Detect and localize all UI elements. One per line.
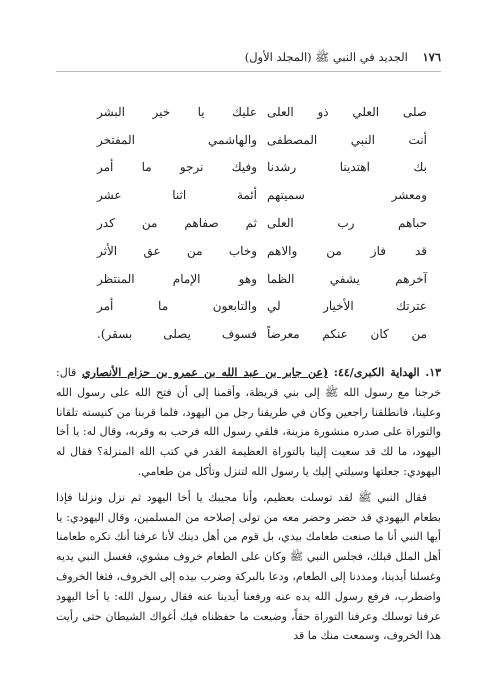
hadith-text [56, 363, 441, 646]
hadith-lead: قال: خرجنا مع [56, 366, 441, 399]
verse-second-hemistich: والهاشمي المفتخر [97, 132, 257, 147]
verse-second-hemistich: أئمة اثنا عشر [97, 188, 257, 203]
verse-second-hemistich: وخاب من عق الأثر [97, 243, 257, 258]
verse-first-hemistich: من كان عنكم معرضاً [267, 327, 427, 342]
verse-first-hemistich: حباهم رب العلى [267, 216, 427, 231]
verse-second-hemistich: وهو الإمام المنتظر [97, 271, 257, 286]
page-number: ١٧٦ [422, 50, 441, 64]
verse-first-hemistich: أنت النبي المصطفى [267, 132, 427, 147]
hadith-paragraph-1: رسول الله ﷺ إلى بني قريظة، وأقمنا إلى أن فتح الله على رسول الله وعلينا، فانطلقنا راجعين وكان في طريقنا رجل من اليهود، فلما قربنا من كنيسته تلقانا والتوراة على صدره منشورة مزينة، فلقي رسول الله فرحب به وقربه، وقال له: يا أخا اليهود، ما لك قد سعيت إلينا بالتوراة العظيمة القدر في كتب الله المنزلة؟ فقال له اليهودي: جعلتها وسيلتي إليك يا رسول الله لتنزل وتأكل من طعامي. [56, 385, 441, 478]
verse-second-hemistich: عليك يا خير البشر [97, 104, 257, 119]
page-header [56, 50, 441, 72]
verse [97, 154, 427, 182]
verse-second-hemistich: ثم صفاهم من كدر [97, 216, 257, 231]
hadith-paragraph-2: فقال النبي ﷺ لقد توسلت بعظيم، وأنا مجيبك يا أخا اليهود ثم نزل ونزلنا فإذا بطعام اليهودي قد حضر وحضر معه من تولى إصلاحه من المسلمين، وقال اليهودي: يا أيها النبي أنا ما صنعت طعامك بيدي، بل قوم من أهل دينك لأنا عرفنا أنك تكره طعامنا أهل الملل قبلك، فجلس النبي ﷺ وكان على الطعام خروف مشوي، فغسل النبي يديه وغسلنا أيدينا، ومددنا إلى الطعام، ودعا بالبركة وضرب بيده إلى الخروف، فثغا الخروف واضطرب، فرفع رسول الله يده عنه ورفعنا أيدينا عنه فقال رسول الله: يا أخا اليهود عرفنا توسلك وعرفنا التوراة حقاً، وضيعت ما حفظناه فيك أغواك الشيطان حتى رأيت هذا الخروف، وسمعت منك ما قد [56, 490, 441, 643]
verse-first-hemistich: عترتك الأخيار لي [267, 299, 427, 314]
verse [97, 293, 427, 321]
poem [97, 98, 427, 348]
verse [97, 98, 427, 126]
hadith-source: الهداية الكبرى/٤٤: [333, 366, 420, 379]
book-title: الجديد في النبي ﷺ (المجلد الأول) [244, 50, 408, 64]
verse-first-hemistich: آخرهم يشفي الظما [267, 271, 427, 286]
verse [97, 237, 427, 265]
hadith-number: ١٣. [425, 366, 442, 379]
verse-first-hemistich: بك اهتدينا رشدنا [267, 160, 427, 175]
verse-first-hemistich: قد فاز من والاهم [267, 243, 427, 258]
verse-first-hemistich: ومعشر سميتهم [267, 188, 427, 203]
verse [97, 265, 427, 293]
verse [97, 181, 427, 209]
verse [97, 126, 427, 154]
verse [97, 209, 427, 237]
hadith-narrator: (عن جابر بن عبد الله بن عمرو بن حزام الأنصاري [82, 366, 329, 379]
verse-second-hemistich: فسوف يصلى بسقر). [97, 327, 257, 342]
verse-second-hemistich: والتابعون ما أمر [97, 299, 257, 314]
verse-second-hemistich: وفيك نرجو ما أمر [97, 160, 257, 175]
running-title [245, 50, 441, 67]
verse [97, 320, 427, 348]
verse-first-hemistich: صلى العلي ذو العلى [267, 104, 427, 119]
hadith-first-paragraph [56, 363, 441, 482]
